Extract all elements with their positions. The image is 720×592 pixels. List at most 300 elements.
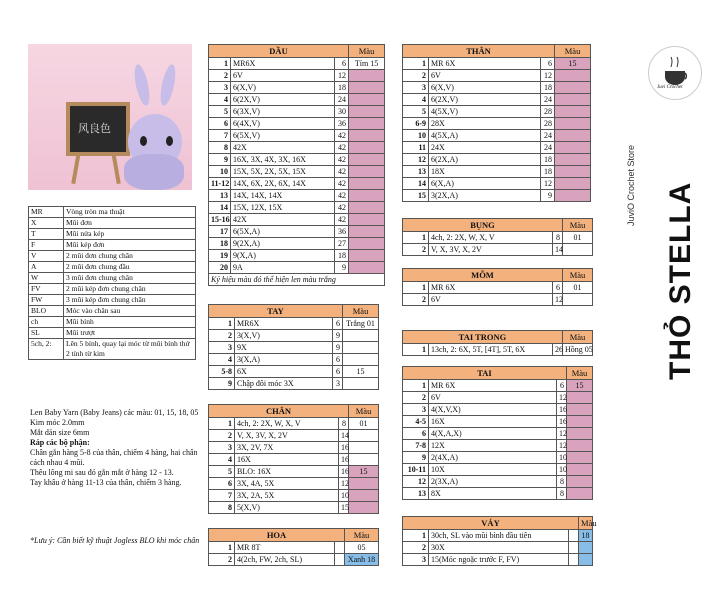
table-row — [209, 542, 379, 554]
notes — [30, 408, 202, 488]
row-number: 1 — [403, 530, 429, 542]
color-header: Màu — [349, 45, 385, 58]
row-number: 1 — [209, 318, 235, 330]
color-header: Màu — [555, 45, 591, 58]
row-instruction: 30X — [429, 542, 569, 554]
eyes-note: Mắt dán size 6mm — [30, 428, 90, 437]
table-row — [209, 238, 385, 250]
color-cell — [567, 476, 593, 488]
legend-value: Mũi nửa kép — [64, 229, 196, 240]
stitch-count: 12 — [541, 178, 555, 190]
stitch-count: 42 — [335, 190, 349, 202]
color-cell: 01 — [349, 418, 379, 430]
stitch-count: 42 — [335, 154, 349, 166]
table-row — [403, 464, 593, 476]
bung-table — [402, 218, 593, 256]
row-number: 4-5 — [403, 416, 429, 428]
table-row — [403, 440, 593, 452]
stitch-count: 30 — [335, 106, 349, 118]
color-cell — [349, 214, 385, 226]
row-number: 2 — [403, 70, 429, 82]
color-header: Màu — [563, 219, 593, 232]
legend-row — [29, 262, 196, 273]
color-cell: Hồng 05 — [563, 344, 593, 356]
color-cell — [555, 130, 591, 142]
color-cell — [349, 490, 379, 502]
stitch-count: 3 — [333, 378, 343, 390]
bunny-ear — [132, 63, 152, 107]
color-cell: 15 — [555, 58, 591, 70]
row-number: 13 — [403, 166, 429, 178]
legend-row — [29, 218, 196, 229]
stitch-count: 42 — [335, 202, 349, 214]
row-number: 15-16 — [209, 214, 231, 226]
row-instruction: 15X, 5X, 2X, 5X, 15X — [231, 166, 335, 178]
table-row — [209, 354, 379, 366]
stitch-count: 36 — [335, 118, 349, 130]
row-number: 7-8 — [403, 440, 429, 452]
color-cell — [343, 378, 379, 390]
row-instruction: MR6X — [231, 58, 335, 70]
store-logo — [648, 46, 702, 100]
table-row — [209, 318, 379, 330]
dau-header — [209, 45, 385, 58]
row-number: 20 — [209, 262, 231, 274]
section-title: CHÂN — [209, 405, 349, 418]
color-cell — [555, 118, 591, 130]
table-row — [209, 202, 385, 214]
stitch-count: 8 — [553, 232, 563, 244]
row-instruction: MR 6X — [429, 282, 553, 294]
legend-key: W — [29, 273, 64, 284]
row-instruction: 6(2X,A) — [429, 154, 541, 166]
tai-table — [402, 366, 593, 500]
color-cell — [555, 142, 591, 154]
table-row — [209, 214, 385, 226]
stitch-count: 42 — [335, 178, 349, 190]
row-number: 7 — [209, 490, 235, 502]
color-cell — [343, 342, 379, 354]
table-row — [209, 478, 379, 490]
row-number: 5 — [403, 106, 429, 118]
row-instruction: V, X, 3V, X, 2V — [429, 244, 553, 256]
table-row — [403, 232, 593, 244]
easel-leg — [71, 152, 80, 184]
table-row — [403, 154, 591, 166]
legend-row — [29, 284, 196, 295]
stitch-count — [569, 542, 579, 554]
table-row — [209, 106, 385, 118]
row-number: 4 — [209, 94, 231, 106]
table-row — [209, 190, 385, 202]
row-number: 6 — [209, 118, 231, 130]
color-cell — [579, 554, 593, 566]
row-instruction: 4(5X,V) — [429, 106, 541, 118]
color-cell: 01 — [563, 282, 593, 294]
row-instruction: 4(5X,A) — [429, 130, 541, 142]
row-number: 14 — [209, 202, 231, 214]
color-cell — [349, 190, 385, 202]
row-instruction: 16X, 3X, 4X, 3X, 16X — [231, 154, 335, 166]
stitch-count: 9 — [333, 330, 343, 342]
section-title: TAI — [403, 367, 567, 380]
row-instruction: 3X, 2A, 5X — [235, 490, 339, 502]
color-cell: 05 — [345, 542, 379, 554]
color-cell — [567, 404, 593, 416]
tay-table — [208, 304, 379, 390]
row-number: 6 — [403, 428, 429, 440]
legend-row — [29, 317, 196, 328]
stitch-count: 10 — [557, 464, 567, 476]
chalkboard-text: 风良色 — [78, 122, 111, 135]
bunny-ear — [158, 63, 178, 107]
store-name: JuviO Crochet Store — [626, 144, 636, 226]
bunny-eye — [166, 136, 173, 146]
color-cell — [349, 262, 385, 274]
row-number: 4 — [209, 354, 235, 366]
legend-value: Mũi đơn — [64, 218, 196, 229]
color-cell — [349, 130, 385, 142]
stitch-count: 8 — [557, 488, 567, 500]
color-cell — [349, 166, 385, 178]
row-number: 7 — [209, 130, 231, 142]
stitch-count: 6 — [333, 354, 343, 366]
color-cell: 15 — [349, 466, 379, 478]
row-instruction: 4(X,A,X) — [429, 428, 557, 440]
color-header: Màu — [349, 405, 379, 418]
row-instruction: V, X, 3V, X, 2V — [235, 430, 339, 442]
stitch-count: 42 — [335, 130, 349, 142]
row-instruction: 6(4X,V) — [231, 118, 335, 130]
row-number: 18 — [209, 238, 231, 250]
table-row — [209, 454, 379, 466]
row-instruction: 6X — [235, 366, 333, 378]
legend-key: X — [29, 218, 64, 229]
row-number: 3 — [209, 442, 235, 454]
legend-key: F — [29, 240, 64, 251]
hoa-table — [208, 528, 379, 566]
row-number: 10-11 — [403, 464, 429, 476]
tip-note: *Lưu ý: Cần biết kỹ thuật Jogless BLO khi móc chân — [30, 536, 200, 545]
logo-text: Juvi Crochet — [657, 85, 683, 90]
table-row — [403, 380, 593, 392]
legend-value: Mũi bính — [64, 317, 196, 328]
row-number: 17 — [209, 226, 231, 238]
row-number: 4 — [209, 454, 235, 466]
color-cell: Trắng 01 — [343, 318, 379, 330]
legend-value: 2 mũi kép đơn chung chân — [64, 284, 196, 295]
table-row — [209, 378, 379, 390]
row-instruction: Chập đôi móc 3X — [235, 378, 333, 390]
table-row — [209, 94, 385, 106]
taitrong-table — [402, 330, 593, 356]
table-row — [403, 488, 593, 500]
row-number: 2 — [209, 330, 235, 342]
row-number: 1 — [403, 380, 429, 392]
assembly-note: Chân gắn hàng 5-8 của thân, chiếm 4 hàng, hai chân cách nhau 4 mũi. — [30, 448, 198, 467]
stitch-count: 16 — [339, 442, 349, 454]
row-number: 9 — [209, 154, 231, 166]
table-row — [209, 130, 385, 142]
row-number: 5-8 — [209, 366, 235, 378]
table-row — [209, 154, 385, 166]
legend-value: 3 mũi đơn chung chân — [64, 273, 196, 284]
legend-value: Mũi trượt — [64, 328, 196, 339]
stitch-count: 42 — [335, 166, 349, 178]
row-number: 2 — [403, 542, 429, 554]
stitch-count: 12 — [335, 70, 349, 82]
stitch-count: 24 — [541, 94, 555, 106]
row-instruction: 6V — [429, 70, 541, 82]
row-number: 15 — [403, 190, 429, 202]
row-instruction: 6(X,A) — [429, 178, 541, 190]
row-instruction: 4(2ch, FW, 2ch, SL) — [235, 554, 335, 566]
legend-key: FW — [29, 295, 64, 306]
row-instruction: 30ch, SL vào mũi bình đầu tiên — [429, 530, 569, 542]
hook-note: Kim móc 2.0mm — [30, 418, 85, 427]
row-number: 1 — [209, 418, 235, 430]
row-instruction: 3X, 4A, 5X — [235, 478, 339, 490]
color-cell — [555, 70, 591, 82]
row-instruction: 6(X,V) — [429, 82, 541, 94]
color-cell: 15 — [343, 366, 379, 378]
stitch-count: 24 — [541, 142, 555, 154]
legend-table — [28, 206, 196, 360]
assembly-note: Thêu lông mi sau đó gắn mắt ở hàng 12 - 13. — [30, 468, 174, 477]
row-instruction: MR6X — [235, 318, 333, 330]
legend-row — [29, 229, 196, 240]
stitch-count: 36 — [335, 226, 349, 238]
table-row — [403, 428, 593, 440]
easel-leg — [111, 152, 120, 184]
row-number: 19 — [209, 250, 231, 262]
stitch-count: 12 — [557, 392, 567, 404]
table-row — [403, 416, 593, 428]
stitch-count: 6 — [553, 282, 563, 294]
stitch-count: 6 — [333, 366, 343, 378]
section-title: TAI TRONG — [403, 331, 563, 344]
chan-table — [208, 404, 379, 514]
stitch-count: 14 — [339, 430, 349, 442]
row-number: 2 — [209, 430, 235, 442]
row-number: 8 — [209, 502, 235, 514]
section-title: TAY — [209, 305, 343, 318]
row-number: 6 — [209, 478, 235, 490]
footnote-row — [209, 274, 385, 286]
color-cell — [579, 542, 593, 554]
section-title: DẦU — [209, 45, 349, 58]
color-header: Màu — [567, 367, 593, 380]
table-row — [403, 392, 593, 404]
row-instruction: 6V — [429, 294, 553, 306]
row-instruction: 10X — [429, 464, 557, 476]
table-row — [403, 70, 591, 82]
color-cell — [563, 244, 593, 256]
table-row — [209, 70, 385, 82]
bunny-body — [124, 154, 184, 190]
row-instruction: MR 8T — [235, 542, 335, 554]
color-cell — [349, 430, 379, 442]
table-row — [209, 58, 385, 70]
color-cell: 18 — [579, 530, 593, 542]
stitch-count: 27 — [335, 238, 349, 250]
stitch-count: 16 — [339, 454, 349, 466]
pattern-title: THỎ STELLA — [664, 181, 697, 380]
row-number: 10 — [403, 130, 429, 142]
color-header: Màu — [563, 331, 593, 344]
bung-header — [403, 219, 593, 232]
color-cell — [349, 454, 379, 466]
row-instruction: 9A — [231, 262, 335, 274]
legend-key: A — [29, 262, 64, 273]
color-header: Màu — [345, 529, 379, 542]
table-row — [403, 166, 591, 178]
color-cell — [349, 142, 385, 154]
row-number: 2 — [403, 392, 429, 404]
color-cell — [349, 502, 379, 514]
legend-row — [29, 328, 196, 339]
stitch-count: 16 — [557, 416, 567, 428]
section-title: MÕM — [403, 269, 563, 282]
row-instruction: 6V — [429, 392, 557, 404]
row-number: 1 — [403, 232, 429, 244]
color-cell — [563, 294, 593, 306]
row-instruction: 4ch, 2: 2X, W, X, V — [235, 418, 339, 430]
row-instruction: 24X — [429, 142, 541, 154]
row-number: 12 — [403, 476, 429, 488]
color-header: Màu — [563, 269, 593, 282]
color-cell — [555, 154, 591, 166]
legend-value: 2 mũi đơn chung đầu — [64, 262, 196, 273]
legend-key: FV — [29, 284, 64, 295]
color-cell — [555, 106, 591, 118]
stitch-count: 18 — [335, 82, 349, 94]
row-instruction: 15X, 12X, 15X — [231, 202, 335, 214]
stitch-count: 16 — [557, 404, 567, 416]
legend-row — [29, 273, 196, 284]
table-row — [403, 106, 591, 118]
stitch-count: 28 — [541, 118, 555, 130]
row-instruction: 2(3X,A) — [429, 476, 557, 488]
table-row — [403, 94, 591, 106]
row-number: 1 — [209, 542, 235, 554]
legend-value: Mũi kép đơn — [64, 240, 196, 251]
row-number: 13 — [209, 190, 231, 202]
legend-value: Móc vào chân sau — [64, 306, 196, 317]
row-number: 1 — [403, 344, 429, 356]
row-number: 1 — [403, 282, 429, 294]
row-number: 9 — [403, 452, 429, 464]
row-number: 11 — [403, 142, 429, 154]
stitch-count: 18 — [335, 250, 349, 262]
stitch-count: 9 — [335, 262, 349, 274]
row-instruction: 2(4X,A) — [429, 452, 557, 464]
stitch-count — [335, 554, 345, 566]
color-cell — [349, 154, 385, 166]
table-row — [209, 366, 379, 378]
row-number: 11-12 — [209, 178, 231, 190]
color-cell: Tím 15 — [349, 58, 385, 70]
color-cell — [567, 392, 593, 404]
table-row — [209, 418, 379, 430]
row-instruction: 14X, 6X, 2X, 6X, 14X — [231, 178, 335, 190]
legend-key: BLO — [29, 306, 64, 317]
stitch-count: 42 — [335, 214, 349, 226]
table-row — [403, 530, 593, 542]
stitch-count: 24 — [541, 130, 555, 142]
row-instruction: 28X — [429, 118, 541, 130]
row-number: 2 — [209, 554, 235, 566]
stitch-count: 10 — [339, 490, 349, 502]
table-row — [403, 130, 591, 142]
row-instruction: 12X — [429, 440, 557, 452]
row-instruction: 6(3X,V) — [231, 106, 335, 118]
legend-key: T — [29, 229, 64, 240]
table-row — [209, 250, 385, 262]
row-instruction: 3(2X,A) — [429, 190, 541, 202]
row-number: 12 — [403, 154, 429, 166]
table-row — [209, 342, 379, 354]
row-number: 3 — [209, 342, 235, 354]
stitch-count: 18 — [541, 82, 555, 94]
legend-value: Lên 5 bính, quay lại móc từ mũi bính thứ 2 tính từ kim — [64, 339, 196, 360]
stitch-count: 12 — [557, 428, 567, 440]
color-cell — [567, 428, 593, 440]
legend-value: Vòng tròn ma thuật — [64, 207, 196, 218]
table-row — [209, 82, 385, 94]
table-row — [209, 142, 385, 154]
row-instruction: 42X — [231, 214, 335, 226]
stitch-count: 28 — [541, 106, 555, 118]
legend-key: V — [29, 251, 64, 262]
row-number: 2 — [403, 244, 429, 256]
row-instruction: MR 6X — [429, 380, 557, 392]
row-instruction: 4(X,V,X) — [429, 404, 557, 416]
table-row — [209, 442, 379, 454]
table-row — [209, 554, 379, 566]
row-instruction: 6(5X,V) — [231, 130, 335, 142]
than-table — [402, 44, 591, 202]
table-row — [403, 58, 591, 70]
stitch-count: 12 — [541, 70, 555, 82]
stitch-count — [569, 530, 579, 542]
color-cell — [567, 440, 593, 452]
color-cell — [349, 94, 385, 106]
row-instruction: 8X — [429, 488, 557, 500]
stitch-count: 24 — [335, 94, 349, 106]
row-number: 3 — [403, 82, 429, 94]
legend-row — [29, 306, 196, 317]
row-instruction: 9(2X,A) — [231, 238, 335, 250]
stitch-count: 12 — [557, 440, 567, 452]
legend-row — [29, 207, 196, 218]
row-number: 9 — [209, 378, 235, 390]
stitch-count: 6 — [335, 58, 349, 70]
assembly-title: Ráp các bộ phận: — [30, 438, 90, 447]
coffee-cup-yarn-icon — [649, 47, 701, 99]
table-row — [209, 226, 385, 238]
legend-row — [29, 295, 196, 306]
hoa-header — [209, 529, 379, 542]
taitrong-header — [403, 331, 593, 344]
color-cell — [555, 178, 591, 190]
vay-table — [402, 516, 597, 566]
stitch-count: 18 — [541, 154, 555, 166]
legend-row — [29, 240, 196, 251]
stitch-count: 8 — [339, 418, 349, 430]
color-header: Màu — [579, 517, 593, 530]
table-row — [403, 476, 593, 488]
